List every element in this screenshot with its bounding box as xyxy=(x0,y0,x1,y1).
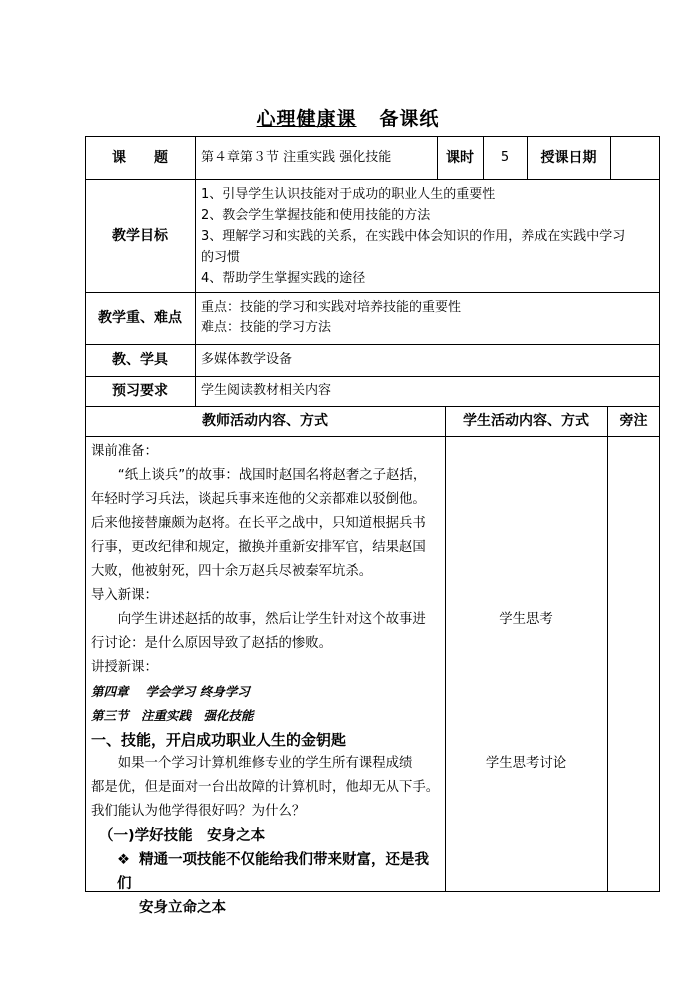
tools-value: 多媒体教学设备 xyxy=(201,352,293,367)
section-heading: 第三节 注重实践 强化技能 xyxy=(91,708,254,723)
objectives-list xyxy=(201,184,659,289)
prep-label: 课前准备： xyxy=(91,444,158,459)
preview-value: 学生阅读教材相关内容 xyxy=(201,383,332,398)
chapter-heading: 第四章 学会学习 终身学习 xyxy=(91,684,250,699)
preview-label: 预习要求 xyxy=(112,383,168,399)
table-col-divider xyxy=(195,136,196,406)
date-label: 授课日期 xyxy=(540,149,597,166)
tools-label: 教、学具 xyxy=(112,352,168,368)
objectives-label: 教学目标 xyxy=(112,227,168,244)
objective-item: 1、引导学生认识技能对于成功的职业人生的重要性 xyxy=(201,187,496,202)
hours-label: 课时 xyxy=(446,149,474,166)
lesson-plan-table xyxy=(85,136,660,916)
subtopic-heading: （一)学好技能 安身之本 xyxy=(99,828,266,844)
teacher-content xyxy=(91,440,443,920)
story-line: “纸上谈兵”的故事：战国时赵国名将赵奢之子赵括， xyxy=(91,468,427,483)
difficulty-text: 难点：技能的学习方法 xyxy=(201,320,332,335)
focus-text: 重点：技能的学习和实践对培养技能的重要性 xyxy=(201,300,462,315)
intro-line: 向学生讲述赵括的故事，然后让学生针对这个故事进 xyxy=(91,612,426,627)
objective-item: 3、理解学习和实践的关系，在实践中体会知识的作用，养成在实践中学习 xyxy=(201,229,626,244)
story-line: 大败，他被射死，四十余万赵兵尽被秦军坑杀。 xyxy=(91,564,373,579)
case-line: 如果一个学习计算机维修专业的学生所有课程成绩 xyxy=(91,756,413,771)
bullet-line: 安身立命之本 xyxy=(139,900,226,916)
diamond-bullet-icon: ❖ xyxy=(117,852,130,868)
topic-heading: 一、技能，开启成功职业人生的金钥匙 xyxy=(91,731,347,749)
teacher-column-header: 教师活动内容、方式 xyxy=(202,413,328,429)
bullet-line: 精通一项技能不仅能给我们带来财富，还是我们 xyxy=(117,852,429,892)
story-line: 行事，更改纪律和规定，撤换并重新安排军官，结果赵国 xyxy=(91,540,426,555)
objective-item: 4、帮助学生掌握实践的途径 xyxy=(201,271,366,286)
hours-value: 5 xyxy=(500,149,510,165)
case-line: 我们能认为他学得很好吗？为什么？ xyxy=(91,804,306,819)
story-line: 年轻时学习兵法，谈起兵事来连他的父亲都难以驳倒他。 xyxy=(91,492,426,507)
objective-item: 的习惯 xyxy=(201,250,241,265)
notes-column-header: 旁注 xyxy=(619,413,648,429)
topic-value: 第４章第３节 注重实践 强化技能 xyxy=(201,149,392,165)
topic-label: 课 题 xyxy=(112,149,168,166)
bullet-point xyxy=(91,848,443,896)
intro-line: 行讨论：是什么原因导致了赵括的惨败。 xyxy=(91,636,333,651)
table-col-divider xyxy=(607,406,608,892)
title-suffix: 备课纸 xyxy=(379,108,440,130)
title-main: 心理健康课 xyxy=(256,108,357,130)
key-points-label: 教学重、难点 xyxy=(98,310,182,326)
intro-label: 导入新课： xyxy=(91,588,158,603)
student-activity-think: 学生思考 xyxy=(499,612,553,627)
story-line: 后来他接替廉颇为赵将。在长平之战中，只知道根据兵书 xyxy=(91,516,426,531)
table-row-divider xyxy=(85,436,660,437)
lecture-label: 讲授新课： xyxy=(91,660,158,675)
objective-item: 2、教会学生掌握技能和使用技能的方法 xyxy=(201,208,431,223)
case-line: 都是优，但是面对一台出故障的计算机时，他却无从下手。 xyxy=(91,780,440,795)
key-points-content xyxy=(201,298,659,338)
page-title xyxy=(0,104,696,131)
student-column-header: 学生活动内容、方式 xyxy=(463,413,589,429)
table-border-right xyxy=(659,136,660,892)
table-col-divider xyxy=(445,406,446,892)
student-activity-discuss: 学生思考讨论 xyxy=(485,756,567,771)
date-value xyxy=(610,136,660,179)
